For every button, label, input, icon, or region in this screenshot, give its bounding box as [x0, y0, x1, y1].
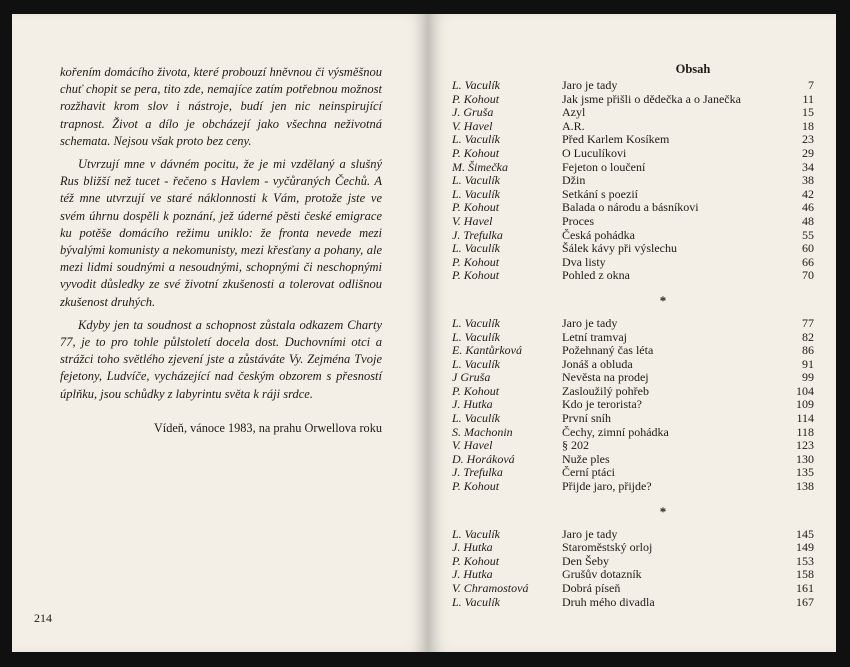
toc-entry: [452, 256, 814, 270]
toc-page-number: 60: [802, 241, 814, 256]
toc-title: Balada o národu a básníkovi: [562, 201, 699, 215]
toc-entry: [452, 344, 814, 358]
signature-line: Vídeň, vánoce 1983, na prahu Orwellova roku: [153, 420, 382, 435]
toc-page-number: 38: [802, 173, 814, 188]
toc-title: Jaro je tady: [562, 79, 618, 92]
toc-entry: [452, 412, 814, 426]
toc-author: J. Gruša: [452, 105, 494, 120]
toc-entry: [452, 371, 814, 385]
toc-title: Zasloužilý pohřeb: [562, 384, 649, 398]
toc-heading: Obsah: [675, 62, 711, 76]
toc-page-number: 29: [802, 145, 814, 160]
toc-entry: [452, 331, 814, 345]
toc-entry: [452, 317, 814, 331]
toc-entry: [452, 541, 814, 555]
toc-page-number: 138: [796, 479, 814, 494]
toc-entry: [452, 120, 814, 134]
toc-author: P. Kohout: [452, 553, 500, 568]
toc-page-number: 114: [796, 411, 814, 426]
toc-title: Jonáš a obluda: [562, 357, 633, 371]
toc-entry: [452, 439, 814, 453]
toc-entry: [452, 358, 814, 372]
toc-title: Kdo je teroristа?: [562, 398, 642, 412]
toc-author: P. Kohout: [452, 254, 500, 269]
toc-title: O Luculíkovi: [562, 146, 627, 160]
toc-author: L. Vaculík: [452, 411, 500, 426]
toc-title: Šálek kávy při výslechu: [562, 242, 677, 256]
toc-title: Přijde jaro, přijde?: [562, 480, 652, 494]
toc-entry: [452, 229, 814, 243]
toc-page-number: 118: [796, 424, 814, 439]
toc-page-number: 99: [802, 370, 814, 385]
toc-page-number: 86: [802, 343, 814, 358]
toc-title: Staroměstský orloj: [562, 541, 653, 555]
toc-title: Před Karlem Kosíkem: [562, 133, 670, 147]
section-separator: *: [659, 292, 667, 308]
toc-entry: [452, 106, 814, 120]
toc-title: Proces: [562, 214, 594, 228]
toc-title: Dobrá píseň: [562, 582, 621, 595]
toc-author: L. Vaculík: [452, 173, 500, 188]
toc-author: L. Vaculík: [452, 356, 500, 371]
table-of-contents: [452, 79, 814, 609]
toc-page-number: 77: [802, 315, 814, 330]
toc-page-number: 153: [796, 553, 814, 568]
toc-title: Jaro je tady: [562, 527, 618, 541]
toc-author: V. Havel: [452, 213, 493, 228]
toc-title: Grušův dotazník: [562, 568, 642, 582]
toc-title: Setkání s poezií: [562, 187, 638, 201]
left-page: [12, 14, 428, 652]
toc-page-number: 18: [802, 118, 814, 133]
toc-page-number: 23: [802, 132, 814, 147]
toc-section: [452, 528, 814, 610]
toc-author: V. Havel: [452, 118, 493, 133]
toc-author: L. Vaculík: [452, 241, 500, 256]
toc-entry: [452, 426, 814, 440]
page-number: 214: [34, 611, 52, 625]
toc-title: Dva listy: [562, 255, 606, 269]
toc-entry: [452, 147, 814, 161]
toc-author: L. Vaculík: [452, 329, 500, 344]
toc-title: Nuže ples: [562, 452, 610, 466]
toc-title: Letní tramvaj: [562, 330, 627, 344]
toc-author: P. Kohout: [452, 383, 500, 398]
toc-page-number: 15: [802, 105, 814, 120]
toc-entry: [452, 133, 814, 147]
toc-title: Jaro je tady: [562, 316, 618, 330]
toc-page-number: 11: [802, 91, 814, 106]
toc-page-number: 158: [796, 567, 814, 582]
right-page: [428, 14, 836, 652]
toc-author: J. Trefulka: [452, 465, 503, 480]
toc-page-number: 104: [796, 383, 814, 398]
toc-title: Pohled z okna: [562, 269, 630, 283]
toc-title: Černí ptáci: [562, 466, 615, 480]
toc-page-number: 48: [802, 213, 814, 228]
toc-author: L. Vaculík: [452, 132, 500, 147]
toc-page-number: 42: [802, 186, 814, 201]
toc-entry: [452, 79, 814, 93]
toc-page-number: 149: [796, 540, 814, 555]
toc-entry: [452, 385, 814, 399]
toc-author: P. Kohout: [452, 145, 500, 160]
toc-author: L. Vaculík: [452, 78, 500, 92]
toc-page-number: 46: [802, 200, 814, 215]
toc-title: Džin: [562, 174, 586, 188]
toc-title: Azyl: [562, 106, 586, 120]
toc-title: Fejeton o loučení: [562, 160, 646, 174]
toc-page-number: 70: [802, 268, 814, 283]
toc-page-number: 55: [802, 227, 814, 242]
toc-author: M. Šimečka: [452, 159, 508, 174]
toc-author: P. Kohout: [452, 91, 500, 106]
toc-author: J. Hutka: [452, 397, 493, 412]
toc-page-number: 91: [802, 356, 814, 371]
toc-page-number: 7: [808, 78, 814, 92]
toc-entry: [452, 161, 814, 175]
toc-author: P. Kohout: [452, 200, 500, 215]
toc-entry: [452, 453, 814, 467]
toc-author: S. Machonin: [452, 424, 513, 439]
toc-entry: [452, 555, 814, 569]
toc-title: Den Šeby: [562, 554, 609, 568]
toc-author: L. Vaculík: [452, 315, 500, 330]
toc-title: § 202: [562, 439, 589, 453]
toc-author: V. Havel: [452, 438, 493, 453]
toc-page-number: 145: [796, 526, 814, 541]
toc-page-number: 135: [796, 465, 814, 480]
toc-page-number: 82: [802, 329, 814, 344]
toc-entry: [452, 201, 814, 215]
toc-title: Požehnaný čas léta: [562, 344, 654, 358]
toc-title: Nevěsta na prodej: [562, 371, 649, 385]
toc-entry: [452, 568, 814, 582]
toc-section: [452, 317, 814, 494]
toc-page-number: 167: [796, 594, 814, 609]
toc-author: P. Kohout: [452, 479, 500, 494]
toc-author: L. Vaculík: [452, 186, 500, 201]
toc-entry: [452, 480, 814, 494]
section-separator: *: [659, 503, 667, 519]
essay-text: [60, 64, 382, 403]
paragraph: Utvrzují mne v dávném pocitu, že je mi vzdělaný a slušný Rus bližší než tucet - řečeno s Havlem - vyčůraných Čechů. A též mne utvrzují ve staré náklonnosti k Vám, protože jste ve svém úhrnu dospěli k poznání, jež úderné pěsti české emigrace ku potěše domácího režimu uniklo: že fronta nevede mezi bývalými komunisty a nekomunisty, mezi křesťany a pohany, ale mezi lidmi soudnými a nesoudnými, schopnými či neschopnými vyvodit důsledky ze své životní zkušenosti a tolerovat odlišnou zkušenost druhých.: [60, 157, 382, 309]
toc-page-number: 109: [796, 397, 814, 412]
toc-page-number: 34: [802, 159, 814, 174]
toc-page-number: 123: [796, 438, 814, 453]
toc-page-number: 161: [796, 581, 814, 595]
toc-entry: [452, 269, 814, 283]
toc-entry: [452, 188, 814, 202]
paragraph: Kdyby jen ta soudnost a schopnost zůstala odkazem Charty 77, je to pro tohle půlstoletí docela dost. Duchovními otci a strážci toho světlého zjevení jste a zůstáváte Vy. Zejména Tvoje fejetony, Ludvíče, vycházející nad českým obzorem s přesností úplňku, jsou schůdky z labyrintu světa k ráji srdce.: [60, 317, 382, 401]
toc-author: P. Kohout: [452, 268, 500, 283]
toc-author: J. Hutka: [452, 567, 493, 582]
toc-page-number: 130: [796, 451, 814, 466]
toc-title: Česká pohádka: [562, 228, 635, 242]
paragraph: kořením domácího života, které probouzí hněvnou či výsměšnou chuť chopit se pera, tito zde, nemajíce zatím potřebnou možnost rozžhavit krom slov i nástroje, budí jen nic neinspirující trapnost. Život a dílo je obcházejí jako všechna neživotná schemata. Nejsou však proto bez ceny.: [60, 65, 382, 148]
toc-entry: [452, 596, 814, 610]
toc-entry: [452, 466, 814, 480]
toc-author: L. Vaculík: [452, 594, 500, 609]
toc-title: Jak jsme přišli o dědečka a o Janečka: [562, 92, 741, 106]
toc-entry: [452, 93, 814, 107]
toc-title: První sníh: [562, 412, 612, 426]
toc-title: A.R.: [562, 119, 585, 133]
toc-author: E. Kantůrková: [452, 343, 522, 358]
toc-author: J Gruša: [452, 370, 491, 385]
toc-title: Druh mého divadla: [562, 595, 655, 609]
toc-section: [452, 79, 814, 283]
toc-author: L. Vaculík: [452, 526, 500, 541]
toc-entry: [452, 582, 814, 596]
toc-author: D. Horáková: [452, 451, 515, 466]
toc-author: J. Trefulka: [452, 227, 503, 242]
toc-author: J. Hutka: [452, 540, 493, 555]
toc-entry: [452, 242, 814, 256]
toc-entry: [452, 215, 814, 229]
toc-page-number: 66: [802, 254, 814, 269]
toc-entry: [452, 174, 814, 188]
toc-title: Čechy, zimní pohádka: [562, 425, 669, 439]
toc-author: V. Chramostová: [452, 581, 529, 595]
toc-entry: [452, 528, 814, 542]
toc-entry: [452, 398, 814, 412]
